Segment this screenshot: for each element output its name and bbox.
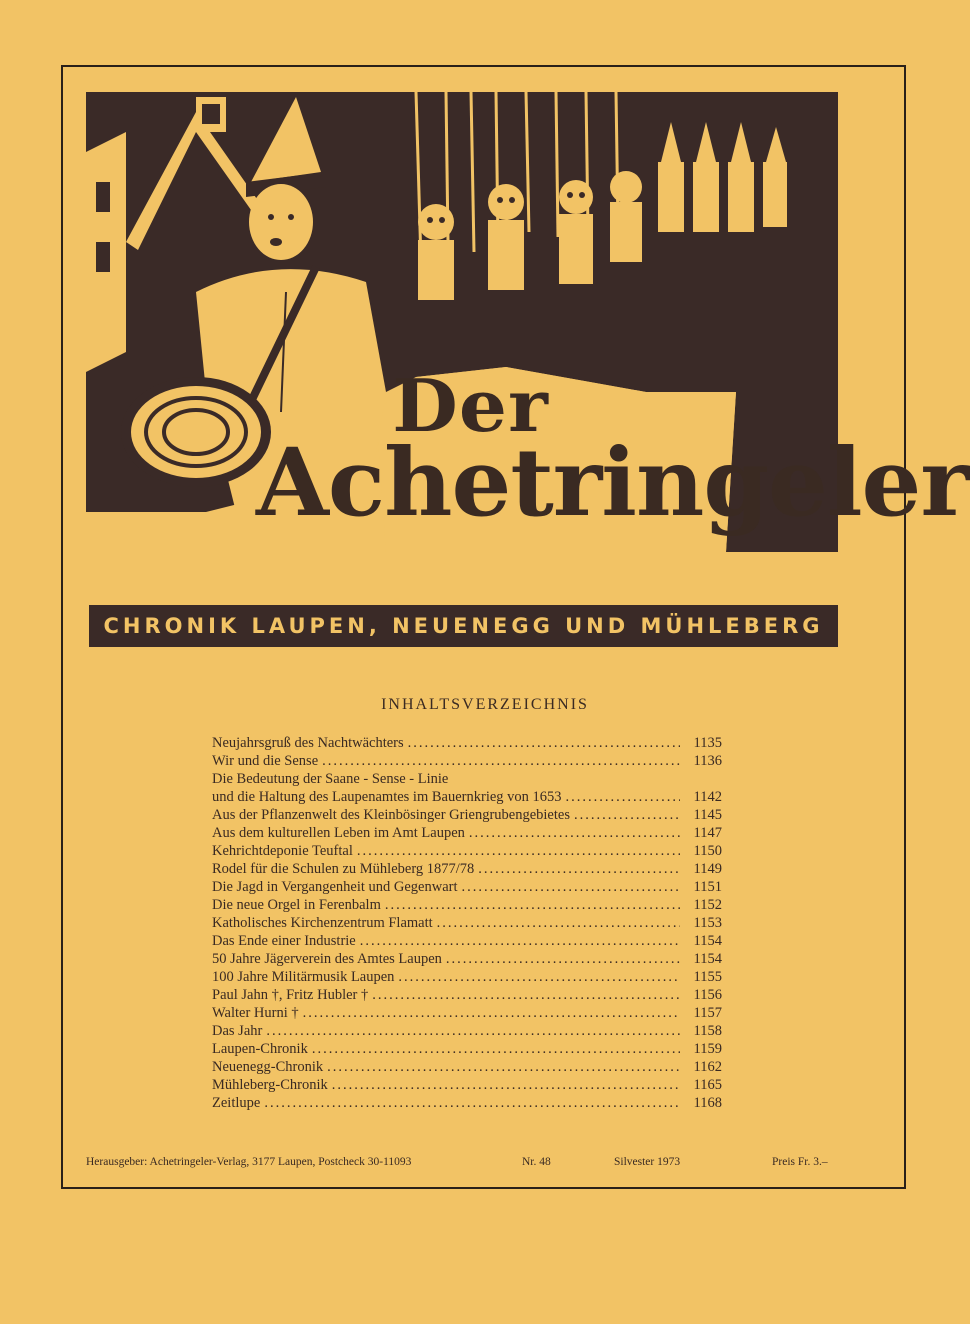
toc-entry-page: 1135 <box>693 735 722 751</box>
toc-entry-title: Aus der Pflanzenwelt des Kleinbösinger Griengrubengebietes <box>212 807 570 823</box>
toc-entry-page: 1158 <box>693 1023 722 1039</box>
toc-entry <box>212 1004 722 1022</box>
toc-entry-page: 1142 <box>693 789 722 805</box>
toc-entry-page: 1165 <box>693 1077 722 1093</box>
toc-entry-page: 1149 <box>693 861 722 877</box>
toc-entry-title-line1: Die Bedeutung der Saane - Sense - Linie <box>212 771 449 787</box>
footer-price: Preis Fr. 3.– <box>772 1156 828 1168</box>
footer-issue: Nr. 48 <box>522 1156 551 1168</box>
masthead-title-small: Der <box>392 363 549 448</box>
toc-entry-title: Wir und die Sense <box>212 753 319 769</box>
toc-entry <box>212 1076 722 1094</box>
toc-entry-page: 1151 <box>693 879 722 895</box>
toc-entry-page: 1157 <box>693 1005 722 1021</box>
toc-entry-title: Katholisches Kirchenzentrum Flamatt <box>212 915 433 931</box>
footer <box>86 1156 866 1172</box>
toc-entry-title: und die Haltung des Laupenamtes im Bauernkrieg von 1653 <box>212 789 562 805</box>
toc-heading: INHALTSVERZEICHNIS <box>381 696 589 713</box>
toc-entry-page: 1155 <box>693 969 722 985</box>
footer-publisher: Herausgeber: Achetringeler-Verlag, 3177 Laupen, Postcheck 30-11093 <box>86 1156 412 1168</box>
toc-entry <box>212 1040 722 1058</box>
toc-entry-title: Laupen-Chronik <box>212 1041 308 1057</box>
toc-entry-title: 100 Jahre Militärmusik Laupen <box>212 969 395 985</box>
toc-entry-page: 1154 <box>693 933 722 949</box>
toc-entry-title: 50 Jahre Jägerverein des Amtes Laupen <box>212 951 442 967</box>
toc-entry-title: Das Jahr <box>212 1023 263 1039</box>
toc-entry-page: 1150 <box>693 843 722 859</box>
toc-entry <box>212 752 722 770</box>
toc-entry-page: 1136 <box>693 753 722 769</box>
toc-entry-title: Die neue Orgel in Ferenbalm <box>212 897 381 913</box>
toc-entry <box>212 1022 722 1040</box>
toc-entry-title: Das Ende einer Industrie <box>212 933 356 949</box>
toc-entry <box>212 878 722 896</box>
toc-entry-page: 1159 <box>693 1041 722 1057</box>
toc-entry <box>212 734 722 752</box>
toc-entry-title: Rodel für die Schulen zu Mühleberg 1877/78 <box>212 861 475 877</box>
toc-entry-page: 1153 <box>693 915 722 931</box>
toc-entry <box>212 986 722 1004</box>
toc-entry-title: Mühleberg-Chronik <box>212 1077 328 1093</box>
toc-entry <box>212 824 722 842</box>
toc-entry <box>212 968 722 986</box>
toc-entry <box>212 896 722 914</box>
toc-entry-title: Neujahrsgruß des Nachtwächters <box>212 735 404 751</box>
masthead-title-main: Achetringeler <box>256 428 969 538</box>
toc-entry-page: 1162 <box>693 1059 722 1075</box>
toc-entry <box>212 842 722 860</box>
toc-entry <box>212 950 722 968</box>
subtitle-band: CHRONIK LAUPEN, NEUENEGG UND MÜHLEBERG <box>89 605 838 647</box>
table-of-contents <box>212 734 722 1112</box>
toc-entry <box>212 914 722 932</box>
toc-entry-title: Aus dem kulturellen Leben im Amt Laupen <box>212 825 465 841</box>
toc-entry <box>212 860 722 878</box>
toc-entry-page: 1156 <box>693 987 722 1003</box>
toc-entry <box>212 1058 722 1076</box>
toc-entry-page: 1147 <box>693 825 722 841</box>
toc-entry <box>212 788 722 806</box>
toc-entry-page: 1154 <box>693 951 722 967</box>
toc-entry-page: 1145 <box>693 807 722 823</box>
toc-entry-title: Neuenegg-Chronik <box>212 1059 324 1075</box>
toc-entry-title: Kehrichtdeponie Teuftal <box>212 843 353 859</box>
toc-entry-title: Zeitlupe <box>212 1095 261 1111</box>
toc-entry-page: 1152 <box>693 897 722 913</box>
footer-date: Silvester 1973 <box>614 1156 681 1168</box>
toc-entry-title: Paul Jahn †, Fritz Hubler † <box>212 987 369 1003</box>
toc-entry-title: Walter Hurni † <box>212 1005 299 1021</box>
toc-entry <box>212 932 722 950</box>
toc-entry <box>212 806 722 824</box>
toc-entry-page: 1168 <box>693 1095 722 1111</box>
toc-entry <box>212 1094 722 1112</box>
toc-entry-title: Die Jagd in Vergangenheit und Gegenwart <box>212 879 458 895</box>
